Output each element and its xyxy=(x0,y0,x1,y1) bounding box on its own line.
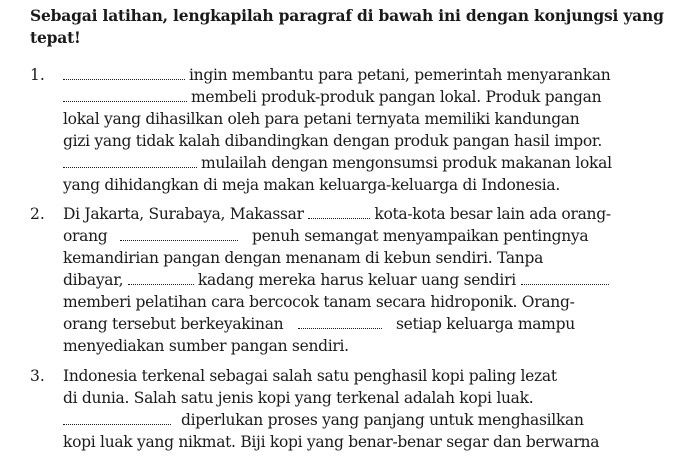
fill-in-blank[interactable] xyxy=(63,87,187,102)
fill-in-blank[interactable] xyxy=(63,65,185,80)
fill-in-blank[interactable] xyxy=(521,270,609,285)
instruction-heading: Sebagai latihan, lengkapilah paragraf di bawah ini dengan konjungsi yang tepat! xyxy=(30,6,664,47)
text-line: ingin membantu para petani, pemerintah menyarankan xyxy=(63,64,667,86)
text-line: kemandirian pangan dengan menanam di kebun sendiri. Tanpa xyxy=(63,249,544,267)
item-number: 1. xyxy=(30,66,45,84)
item-number: 2. xyxy=(30,205,45,223)
text-line: gizi yang tidak kalah dibandingkan dengan produk pangan hasil impor. xyxy=(63,132,602,150)
text-line: membeli produk-produk pangan lokal. Produk pangan xyxy=(63,86,667,108)
text-line: di dunia. Salah satu jenis kopi yang terkenal adalah kopi luak. xyxy=(63,389,534,407)
fill-in-blank[interactable] xyxy=(63,410,171,425)
item-number: 3. xyxy=(30,367,45,385)
fill-in-blank[interactable] xyxy=(128,270,194,285)
fill-in-blank[interactable] xyxy=(63,153,197,168)
text-line: kopi luak yang nikmat. Biji kopi yang benar-benar segar dan berwarna xyxy=(63,433,600,451)
text-line: dibayar, kadang mereka harus keluar uang sendiri xyxy=(63,269,667,291)
text-line: orang penuh semangat menyampaikan pentingnya xyxy=(63,227,589,245)
fill-in-blank[interactable] xyxy=(298,314,382,329)
text-line: Di Jakarta, Surabaya, Makassar kota-kota besar lain ada orang- xyxy=(63,205,611,223)
text-line: lokal yang dihasilkan oleh para petani ternyata memiliki kandungan xyxy=(63,110,580,128)
fill-in-blank[interactable] xyxy=(120,226,238,241)
text-line: orang tersebut berkeyakinan setiap keluarga mampu xyxy=(63,315,575,333)
text-line: mulailah dengan mengonsumsi produk makanan lokal xyxy=(63,152,667,174)
text-line: yang dihidangkan di meja makan keluarga-keluarga di Indonesia. xyxy=(63,176,560,194)
fill-in-blank[interactable] xyxy=(308,204,370,219)
text-line: menyediakan sumber pangan sendiri. xyxy=(63,337,349,355)
text-line: diperlukan proses yang panjang untuk menghasilkan xyxy=(63,409,667,431)
text-line: memberi pelatihan cara bercocok tanam secara hidroponik. Orang- xyxy=(63,293,575,311)
text-line: Indonesia terkenal sebagai salah satu penghasil kopi paling lezat xyxy=(63,367,557,385)
